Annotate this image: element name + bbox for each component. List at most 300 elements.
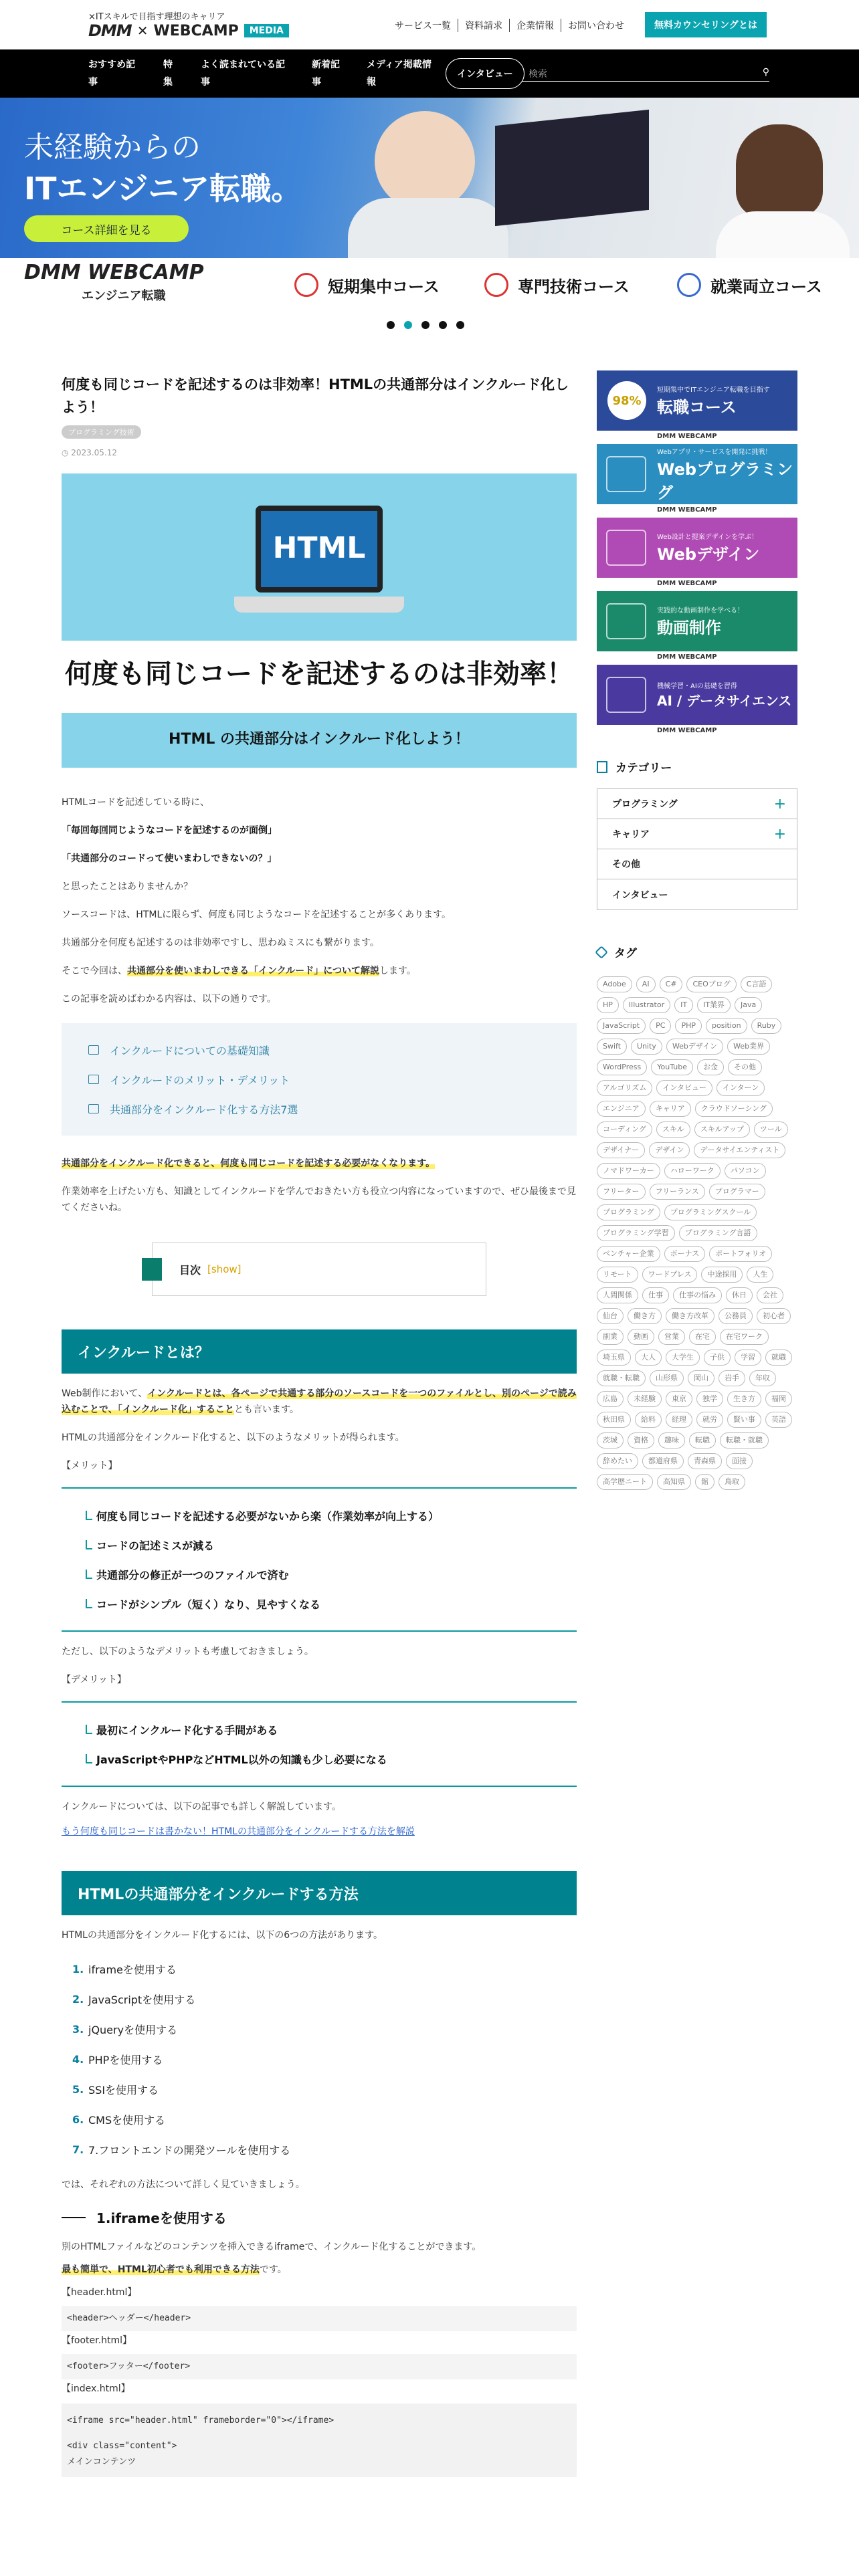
tag-chip[interactable]: 青森県 (688, 1453, 722, 1469)
nav-features[interactable] (163, 56, 173, 91)
tag-chip[interactable]: リモート (597, 1267, 638, 1283)
list-number: 7. (72, 2143, 84, 2156)
text: そこで今回は、 (62, 966, 127, 976)
banner-title: 転職コース (657, 398, 737, 417)
tag-chip[interactable]: 就職・転職 (597, 1370, 646, 1386)
tag-chip[interactable]: 大人 (635, 1350, 662, 1366)
tag-chip[interactable]: 福岡 (765, 1391, 792, 1407)
tag-chip[interactable]: プログラミング学習 (597, 1225, 675, 1241)
monitor-illustration (495, 110, 649, 226)
nav-label: おすすめ記 (88, 60, 136, 70)
toc-title: 目次 (179, 1263, 201, 1277)
list-item (72, 2135, 577, 2165)
paragraph: HTMLの共通部分をインクルード化するには、以下の6つの方法があります。 (62, 1930, 383, 1941)
code-snippet: <footer>フッター</footer> (62, 2354, 577, 2379)
list-number: 4. (72, 2053, 84, 2066)
tag-chip[interactable]: コーディング (597, 1121, 652, 1138)
tag-chip[interactable]: 岩手 (719, 1370, 745, 1386)
tag-chip[interactable]: 生き方 (727, 1391, 761, 1407)
chat-icon (88, 1104, 99, 1113)
tag-chip[interactable]: パソコン (725, 1163, 766, 1179)
tag-chip[interactable]: 会社 (757, 1287, 783, 1303)
laptop-illustration (256, 506, 383, 593)
category-label: その他 (612, 859, 640, 870)
merit-item: コードがシンプル（短く）なり、見やすくなる (86, 1589, 553, 1618)
heading-text: カテゴリー (615, 762, 672, 775)
chat-icon (88, 1075, 99, 1084)
tag-chip[interactable]: 辞めたい (597, 1453, 638, 1469)
tag-icon (595, 946, 608, 959)
tag-chip[interactable]: 初心者 (757, 1308, 791, 1324)
toc-show-toggle[interactable]: [show] (207, 1263, 242, 1275)
timer-icon (294, 273, 318, 297)
course-short[interactable] (294, 273, 440, 297)
tag-chip[interactable]: その他 (728, 1059, 762, 1075)
tag-chip[interactable]: 仙台 (597, 1308, 624, 1324)
tag-chip[interactable]: フリーター (597, 1184, 646, 1200)
tag-chip[interactable]: position (706, 1018, 747, 1034)
tag-chip[interactable]: 転職・就職 (720, 1432, 769, 1448)
chat-icon (88, 1045, 99, 1055)
tag-chip[interactable]: デザイナー (597, 1142, 645, 1158)
demerit-item: JavaScriptやPHPなどHTML以外の知識も少し必要になる (86, 1744, 553, 1774)
summary-item (88, 1094, 550, 1123)
tag-chip[interactable]: 人生 (747, 1267, 773, 1283)
link-services[interactable]: サービス一覧 (388, 19, 458, 32)
tag-chip[interactable]: お金 (697, 1059, 724, 1075)
paragraph: と思ったことはありませんか？ (62, 881, 193, 892)
banner-web-programming[interactable] (597, 444, 797, 514)
tag-chip[interactable]: 在宅ワーク (720, 1329, 769, 1345)
site-header (0, 0, 859, 49)
tag-chip[interactable]: クラウドソーシング (695, 1101, 773, 1117)
tag-chip[interactable]: Unity (631, 1039, 662, 1055)
search-placeholder: 検索 (529, 69, 547, 80)
clock-icon: ◷ (62, 448, 72, 457)
tag-chip[interactable]: C# (660, 976, 683, 992)
banner-caption: Web設計と提案デザインを学ぶ！ (657, 534, 759, 541)
document-icon (597, 761, 607, 773)
list-text: 7.フロントエンドの開発ツールを使用する (88, 2144, 291, 2157)
tag-chip[interactable]: 子供 (704, 1350, 731, 1366)
banner-title: Webプログラミング (657, 459, 793, 502)
banner-web-design[interactable] (597, 518, 797, 587)
code-line: <div class="content"> (67, 2441, 177, 2451)
tag-chip[interactable]: HP (597, 997, 619, 1013)
course-special[interactable] (484, 273, 630, 297)
tag-chip[interactable]: 動画 (628, 1329, 654, 1345)
gear-icon (484, 273, 508, 297)
code-line: メインコンテンツ (67, 2457, 136, 2467)
banner-title: AI / データサイエンス (657, 693, 792, 709)
subsection-heading (62, 2208, 577, 2227)
tag-chip[interactable]: 鳥取 (719, 1474, 745, 1490)
banner-title: 動画制作 (657, 619, 721, 637)
tag-chip[interactable]: 働き方改革 (666, 1308, 714, 1324)
tag-chip[interactable]: 未経験 (628, 1391, 662, 1407)
tag-chip[interactable]: YouTube (651, 1059, 693, 1075)
banner-caption: Webアプリ・サービスを開発に挑戦！ (657, 448, 772, 456)
hero-subtitle: HTML の共通部分はインクルード化しよう！ (169, 731, 470, 748)
list-text: JavaScriptを使用する (88, 1994, 196, 2006)
banner-brand: DMM WEBCAMP (657, 433, 717, 440)
person-illustration (736, 124, 823, 218)
highlight: インクルードとは、各ページで共通する部分のソースコードを一つのファイルとし、別のページで読み込むことで、「インクルード化」すること (62, 1388, 577, 1415)
category-item[interactable] (597, 789, 797, 819)
tag-chip[interactable]: Adobe (597, 976, 632, 992)
carousel-dots (387, 321, 464, 329)
logo-dmm: DMM (88, 21, 132, 40)
tag-chip[interactable]: Java (735, 997, 762, 1013)
text: します。 (379, 966, 416, 976)
link-documents[interactable]: 資料請求 (458, 19, 510, 32)
tag-chip[interactable]: Web業界 (727, 1039, 770, 1055)
paragraph: HTMLの共通部分をインクルード化すると、以下のようなメリットが得られます。 (62, 1432, 405, 1443)
banner-line2: ITエンジニア転職。 (24, 171, 302, 207)
sidebar (597, 370, 797, 1490)
list-item (72, 2105, 577, 2135)
rate-badge: 98% (607, 381, 646, 420)
list-item (72, 1984, 577, 2014)
banner-brand: DMM WEBCAMP (657, 580, 717, 587)
hero-banner[interactable] (0, 98, 859, 305)
paragraph: 作業効率を上げたい方も、知識としてインクルードを学んでおきたい方も役立つ内容になっていますので、ぜひ最後まで見てくださいね。 (62, 1186, 577, 1213)
tag-chip[interactable]: 高学歴ニート (597, 1474, 653, 1490)
tag-heading (597, 944, 797, 960)
nav-new[interactable] (312, 56, 340, 91)
tag-chip[interactable]: 賢い事 (727, 1412, 761, 1428)
list-text: SSIを使用する (88, 2084, 159, 2097)
demerit-list (62, 1701, 577, 1787)
paragraph: 共通部分を何度も記述するのは非効率ですし、思わぬミスにも繋がります。 (62, 938, 379, 948)
category-item[interactable] (597, 819, 797, 849)
demerit-item: 最初にインクルード化する手間がある (86, 1715, 553, 1744)
search-icon[interactable]: ⚲ (762, 67, 769, 78)
paragraph: ソースコードは、HTMLに限らず、何度も同じようなコードを記述することが多くあります。 (62, 909, 452, 920)
tag-chip[interactable]: スキルアップ (694, 1121, 750, 1138)
banner-career-course[interactable] (597, 370, 797, 440)
tag-chip[interactable]: JavaScript (597, 1018, 646, 1034)
tag-chip[interactable]: プログラミングスクール (664, 1204, 757, 1220)
tag-chip[interactable]: PHP (675, 1018, 702, 1034)
tag-chip[interactable]: 人間関係 (597, 1287, 638, 1303)
tag-chip[interactable]: インタビュー (656, 1080, 712, 1096)
code-icon (606, 456, 646, 492)
paragraph: 【メリット】 (62, 1461, 118, 1471)
tag-chip[interactable]: 大学生 (666, 1350, 700, 1366)
category-label: インタビュー (612, 889, 668, 901)
nav-label: 特 (163, 60, 173, 70)
person-illustration (375, 111, 475, 211)
tag-chip[interactable]: プログラミング (597, 1204, 660, 1220)
file-label: 【index.html】 (62, 2383, 130, 2394)
merit-list (62, 1487, 577, 1632)
logo-tagline: ×ITスキルで目指す理想のキャリア (88, 12, 225, 22)
html-badge: HTML (272, 531, 366, 565)
section-heading: HTMLの共通部分をインクルードする方法 (62, 1871, 577, 1915)
banner-brand: DMM WEBCAMP (657, 506, 717, 514)
nav-label: メディア掲載情 (367, 60, 432, 70)
tag-chip[interactable]: IT業界 (697, 997, 731, 1013)
paragraph: では、それぞれの方法について詳しく見ていきましょう。 (62, 2179, 305, 2190)
tag-cloud (597, 976, 797, 1490)
main-nav (0, 49, 859, 98)
paragraph: 別のHTMLファイルなどのコンテンツを挿入できるiframeで、インクルード化することができます。 (62, 2242, 482, 2252)
category-list (597, 788, 797, 910)
tag-chip[interactable]: 就職 (765, 1350, 792, 1366)
nav-popular[interactable] (201, 56, 285, 91)
logo-media-badge: MEDIA (244, 24, 289, 37)
nav-label: 事 (312, 77, 321, 88)
text: です。 (259, 2264, 287, 2275)
merit-item: 共通部分の修正が一つのファイルで済む (86, 1560, 553, 1589)
code-spacer (67, 2429, 571, 2438)
category-label: プログラミング (612, 799, 678, 810)
date-text: 2023.05.12 (71, 448, 118, 457)
banner-video-production[interactable] (597, 591, 797, 661)
tag-chip[interactable]: 面接 (726, 1453, 753, 1469)
tag-chip[interactable]: PC (650, 1018, 671, 1034)
course-parallel[interactable] (677, 273, 822, 297)
table-of-contents (152, 1243, 486, 1296)
tag-chip[interactable]: デザイン (649, 1142, 690, 1158)
tag-chip[interactable]: 転職 (689, 1432, 716, 1448)
article (62, 373, 577, 2477)
category-heading (597, 758, 797, 775)
carousel-dot[interactable] (421, 321, 430, 329)
tag-chip[interactable]: プログラミング言語 (679, 1225, 757, 1241)
tag-chip[interactable]: プログラマー (709, 1184, 765, 1200)
nav-label: 集 (163, 77, 173, 88)
file-label: 【header.html】 (62, 2287, 137, 2298)
article-hero-image (62, 473, 577, 768)
related-article-link[interactable]: もう何度も同じコードは書かない！HTMLの共通部分をインクルードする方法を解説 (62, 1826, 415, 1837)
tag-chip[interactable]: 館 (695, 1474, 714, 1490)
list-number: 5. (72, 2083, 84, 2096)
banner-caption: 短期集中でITエンジニア転職を目指す (657, 387, 770, 394)
tag-chip[interactable]: 埼玉県 (597, 1350, 631, 1366)
summary-text: 共通部分をインクルード化する方法7選 (110, 1103, 298, 1116)
banner-brand: DMM WEBCAMP (24, 261, 204, 284)
list-item (72, 1954, 577, 1984)
tag-chip[interactable]: AI (636, 976, 656, 992)
banner-caption: 実践的な動画制作を学べる！ (657, 607, 744, 615)
tag-chip[interactable]: IT (674, 997, 693, 1013)
merit-item: 何度も同じコードを記述する必要がないから楽（作業効率が向上する） (86, 1501, 553, 1530)
tag-chip[interactable]: 休日 (726, 1287, 753, 1303)
tag-chip[interactable]: CEOブログ (686, 976, 736, 992)
tag-chip[interactable]: 中途採用 (701, 1267, 743, 1283)
category-label: キャリア (612, 829, 650, 840)
tag-chip[interactable]: アルゴリズム (597, 1080, 652, 1096)
tag-chip[interactable]: 東京 (666, 1391, 692, 1407)
link-company[interactable]: 企業情報 (510, 19, 561, 32)
nav-label: 新着記 (312, 60, 340, 70)
code-block (62, 2403, 577, 2477)
article-title: 何度も同じコードを記述するのは非効率！HTMLの共通部分はインクルード化しよう！ (62, 377, 569, 415)
link-contact[interactable]: お問い合わせ (568, 21, 624, 31)
heading-rule (62, 2217, 86, 2218)
tag-chip[interactable]: 就労 (696, 1412, 723, 1428)
quote: 「毎回毎回同じようなコードを記述するのが面倒」 (62, 825, 277, 836)
top-links (388, 19, 631, 32)
paragraph (62, 1156, 577, 1172)
code-line: <iframe src="header.html" frameborder="0"></iframe> (67, 2416, 335, 2426)
text: Web制作において、 (62, 1388, 148, 1399)
summary-text: インクルードについての基礎知識 (110, 1044, 270, 1057)
method-list (62, 1954, 577, 2165)
tag-chip[interactable]: 資格 (628, 1432, 654, 1448)
nav-label: 報 (367, 77, 376, 88)
tag-chip[interactable]: 仕事 (642, 1287, 669, 1303)
tag-chip[interactable]: 在宅 (689, 1329, 716, 1345)
tag-chip[interactable]: キャリア (650, 1101, 691, 1117)
ai-icon (606, 677, 646, 713)
summary-item (88, 1035, 550, 1065)
list-number: 2. (72, 1993, 84, 2006)
tag-chip[interactable]: 独学 (696, 1391, 723, 1407)
hero-title: 何度も同じコードを記述するのは非効率！ (65, 659, 573, 689)
highlight: 共通部分をインクルード化できると、何度も同じコードを記述する必要がなくなります。 (62, 1158, 436, 1169)
tag-chip[interactable]: ツール (754, 1121, 788, 1138)
paragraph: ただし、以下のようなデメリットも考慮しておきましょう。 (62, 1646, 314, 1657)
tag-chip[interactable]: 秋田県 (597, 1412, 631, 1428)
tag-chip[interactable]: C言語 (741, 976, 773, 992)
list-icon (142, 1258, 162, 1281)
tag-chip[interactable]: 仕事の悩み (673, 1287, 722, 1303)
tag-chip[interactable]: 公務員 (719, 1308, 753, 1324)
plus-icon[interactable]: + (773, 825, 786, 843)
list-number: 1. (72, 1963, 84, 1975)
tag-chip[interactable]: 趣味 (658, 1432, 685, 1448)
carousel-dot[interactable] (387, 321, 395, 329)
section-heading: インクルードとは？ (62, 1329, 577, 1374)
tag-chip[interactable]: 茨城 (597, 1432, 624, 1448)
list-text: CMSを使用する (88, 2114, 166, 2127)
tag-chip[interactable]: スキル (656, 1121, 690, 1138)
tag-chip[interactable]: 営業 (658, 1329, 685, 1345)
file-label: 【footer.html】 (62, 2335, 132, 2346)
summary-list (62, 1023, 577, 1136)
banner-ai-data-science[interactable] (597, 665, 797, 734)
summary-item (88, 1065, 550, 1094)
banner-brand: DMM WEBCAMP (657, 653, 717, 661)
tag-chip[interactable]: フリーランス (650, 1184, 705, 1200)
text: とも言います。 (234, 1404, 299, 1415)
carousel-dot-active[interactable] (404, 321, 412, 329)
tag-chip[interactable]: 年収 (749, 1370, 776, 1386)
paragraph: この記事を読めばわかる内容は、以下の通りです。 (62, 994, 276, 1004)
video-icon (606, 603, 646, 639)
nav-interview-pill[interactable]: インタビュー (446, 58, 524, 89)
carousel-dot[interactable] (456, 321, 464, 329)
tag-chip[interactable]: 給料 (635, 1412, 662, 1428)
quote: 「共通部分のコードって使いまわしできないの？」 (62, 853, 277, 864)
free-counseling-button[interactable]: 無料カウンセリングとは (645, 12, 767, 37)
nav-label: 事 (201, 77, 210, 88)
tag-chip[interactable]: Webデザイン (666, 1039, 723, 1055)
paragraph (62, 2262, 577, 2278)
tag-chip[interactable]: ハローワーク (664, 1163, 721, 1179)
tag-chip[interactable]: 山形県 (650, 1370, 684, 1386)
paragraph (62, 963, 577, 979)
banner-line1: 未経験からの (24, 130, 201, 165)
list-item (72, 2044, 577, 2074)
list-number: 6. (72, 2113, 84, 2126)
tag-chip[interactable]: ポートフォリオ (709, 1246, 772, 1262)
paragraph: インクルードについては、以下の記事でも詳しく解説しています。 (62, 1802, 341, 1812)
tag-chip[interactable]: ノマドワーカー (597, 1163, 660, 1179)
banner-brand-sub: エンジニア転職 (82, 289, 166, 303)
banner-brand: DMM WEBCAMP (657, 727, 717, 734)
tag-chip[interactable]: WordPress (597, 1059, 647, 1075)
plus-icon[interactable]: + (773, 795, 786, 813)
tag-chip[interactable]: インターン (717, 1080, 765, 1096)
tag-chip[interactable]: 英語 (765, 1412, 792, 1428)
highlight: 最も簡単で、HTML初心者でも利用できる方法 (62, 2264, 260, 2275)
tag-chip[interactable]: 都道府県 (642, 1453, 684, 1469)
tag-chip[interactable]: ベンチャー企業 (597, 1246, 660, 1262)
paragraph (62, 1386, 577, 1418)
tag-chip[interactable]: 岡山 (688, 1370, 714, 1386)
tag-chip[interactable]: 副業 (597, 1329, 624, 1345)
nav-media[interactable] (367, 56, 432, 91)
code-snippet: <header>ヘッダー</header> (62, 2306, 577, 2331)
tag-chip[interactable]: 経理 (666, 1412, 692, 1428)
list-text: jQueryを使用する (88, 2024, 178, 2036)
course-label: 短期集中コース (328, 277, 440, 296)
category-item[interactable] (597, 879, 797, 909)
list-item (72, 2074, 577, 2105)
nav-label: よく読まれている記 (201, 60, 285, 70)
banner-caption: 機械学習・AIの基礎を習得 (657, 683, 737, 690)
tag-chip[interactable]: ワードプレス (642, 1267, 698, 1283)
banner-title: Webデザイン (657, 545, 760, 564)
tag-chip[interactable]: 高知県 (657, 1474, 691, 1490)
tag-chip[interactable]: 働き方 (628, 1308, 662, 1324)
tag-chip[interactable]: 学習 (735, 1350, 761, 1366)
tag-chip[interactable]: データサイエンティスト (694, 1142, 785, 1158)
nav-recommended[interactable] (88, 56, 135, 91)
heading-text: タグ (614, 947, 637, 960)
merit-item: コードの記述ミスが減る (86, 1530, 553, 1560)
palette-icon (606, 530, 646, 566)
nav-label: 事 (88, 77, 98, 88)
course-label: 就業両立コース (710, 277, 822, 296)
course-label: 専門技術コース (518, 277, 630, 296)
tag-chip[interactable]: エンジニア (597, 1101, 646, 1117)
carousel-dot[interactable] (439, 321, 447, 329)
tag-chip[interactable]: Swift (597, 1039, 627, 1055)
tag-chip[interactable]: 広島 (597, 1391, 624, 1407)
site-logo[interactable] (88, 21, 289, 40)
list-text: PHPを使用する (88, 2054, 163, 2066)
heading-text: 1.iframeを使用する (96, 2210, 227, 2226)
paragraph: HTMLコードを記述している時に、 (62, 797, 209, 808)
category-item[interactable] (597, 849, 797, 879)
category-chip[interactable]: プログラミング技術 (62, 425, 141, 439)
tag-chip[interactable]: Illustrator (623, 997, 670, 1013)
summary-text: インクルードのメリット・デメリット (110, 1073, 290, 1087)
logo-x-icon: ✕ (136, 23, 149, 39)
search-input[interactable] (522, 67, 769, 82)
list-item (72, 2014, 577, 2044)
tag-chip[interactable]: ボーナス (664, 1246, 706, 1262)
tag-chip[interactable]: Ruby (751, 1018, 782, 1034)
list-number: 3. (72, 2023, 84, 2036)
course-detail-button[interactable]: コース詳細を見る (24, 215, 189, 242)
highlight: 共通部分を使いまわしできる「インクルード」について解説 (127, 966, 380, 976)
